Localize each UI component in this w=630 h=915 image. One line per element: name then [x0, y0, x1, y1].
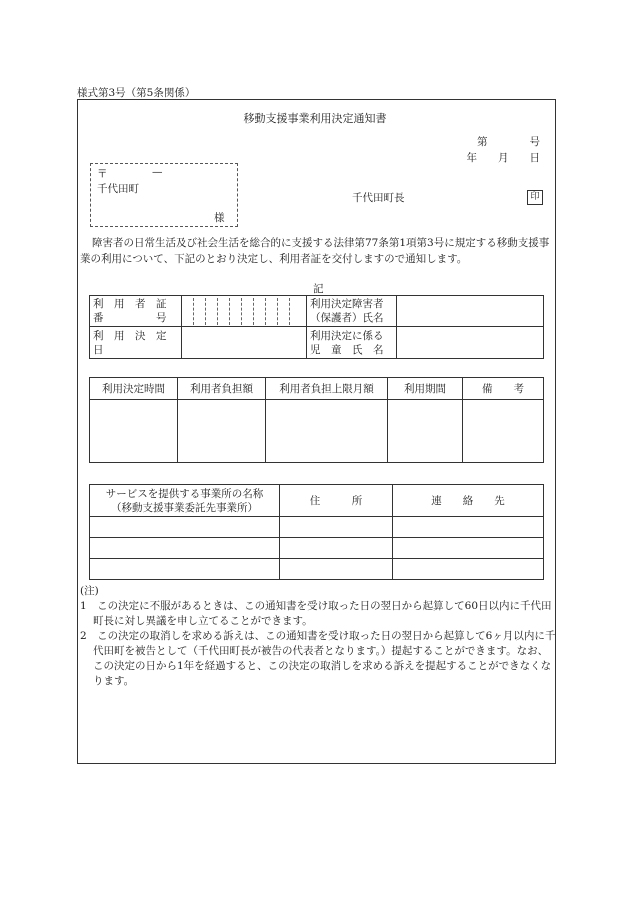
decision-time-field[interactable] [90, 400, 178, 463]
monthly-cap-field[interactable] [266, 400, 388, 463]
postal-mark: 〒 [97, 168, 108, 180]
user-cert-number-field[interactable] [182, 296, 307, 327]
usage-period-field[interactable] [388, 400, 463, 463]
number-line: 第 号 [477, 136, 540, 148]
notes-section [80, 584, 556, 689]
ki-label: 記 [313, 283, 324, 295]
provider-address-field[interactable] [280, 538, 393, 559]
provider-table [89, 484, 544, 580]
postal-dash: — [152, 166, 163, 178]
child-label-line2: 児 童 氏 名 [310, 343, 384, 356]
provider-address-field[interactable] [280, 517, 393, 538]
user-cert-label [90, 296, 182, 327]
provider-contact-field[interactable] [393, 559, 544, 580]
header-provider-name [90, 485, 280, 517]
provider-name-field[interactable] [90, 517, 280, 538]
decision-date-field[interactable] [182, 327, 307, 359]
digit-divider [265, 298, 266, 325]
header-provider-name-line1: サービスを提供する事業所の名称 [105, 487, 264, 500]
date-line: 年 月 日 [466, 152, 540, 164]
user-cert-label-line2: 番 号 [93, 312, 167, 324]
person-label-line2: （保護者）氏名 [310, 312, 384, 324]
address-town: 千代田町 [97, 183, 139, 195]
user-info-table [89, 295, 544, 359]
provider-address-field[interactable] [280, 559, 393, 580]
digit-divider [229, 298, 230, 325]
note-item-2: 2 この決定の取消しを求める訴えは、この通知書を受け取った日の翌日から起算して6ヶ月以内に千代田町を被告として（千代田町長が被告の代表者となります。）提起することができます。なお、この決定の日から1年を経過すると、この決定の取消しを求める訴えを提起することができなくなります。 [80, 630, 556, 687]
provider-contact-field[interactable] [393, 517, 544, 538]
digit-divider [253, 298, 254, 325]
header-provider-name-line2: （移動支援事業委託先事業所） [111, 501, 258, 514]
usage-table [89, 377, 544, 463]
digit-divider [193, 298, 194, 325]
digit-divider [277, 298, 278, 325]
digit-divider [217, 298, 218, 325]
digit-divider [241, 298, 242, 325]
person-name-field[interactable] [397, 296, 544, 327]
header-address: 住 所 [280, 485, 393, 517]
issuer-name: 千代田町長 [352, 192, 405, 204]
provider-contact-field[interactable] [393, 538, 544, 559]
child-name-field[interactable] [397, 327, 544, 359]
header-usage-period: 利用期間 [388, 378, 463, 400]
header-remarks: 備 考 [463, 378, 544, 400]
notes-heading: (注) [80, 585, 99, 597]
user-charge-field[interactable] [178, 400, 266, 463]
remarks-field[interactable] [463, 400, 544, 463]
provider-name-field[interactable] [90, 559, 280, 580]
body-paragraph: 障害者の日常生活及び社会生活を総合的に支援する法律第77条第1項第3号に規定する移動支援事業の利用について、下記のとおり決定し、利用者証を交付しますので通知します。 [80, 237, 550, 265]
digit-divider [289, 298, 290, 325]
header-user-charge: 利用者負担額 [178, 378, 266, 400]
provider-name-field[interactable] [90, 538, 280, 559]
decision-date-label: 利 用 決 定 日 [90, 327, 182, 359]
seal-mark: 印 [527, 190, 543, 205]
person-label-line1: 利用決定障害者 [310, 298, 384, 310]
document-title: 移動支援事業利用決定通知書 [243, 112, 387, 125]
header-monthly-cap: 利用者負担上限月額 [266, 378, 388, 400]
address-honorific: 様 [214, 212, 225, 224]
child-label-line1: 利用決定に係る [310, 329, 384, 342]
child-name-label [307, 327, 397, 359]
person-name-label [307, 296, 397, 327]
form-label: 様式第3号（第5条関係） [77, 87, 196, 99]
note-item-1: 1 この決定に不服があるときは、この通知書を受け取った日の翌日から起算して60日以内に千代田町長に対し異議を申し立てることができます。 [80, 600, 552, 627]
header-decision-time: 利用決定時間 [90, 378, 178, 400]
digit-divider [205, 298, 206, 325]
header-contact: 連 絡 先 [393, 485, 544, 517]
user-cert-label-line1: 利 用 者 証 [93, 298, 167, 310]
